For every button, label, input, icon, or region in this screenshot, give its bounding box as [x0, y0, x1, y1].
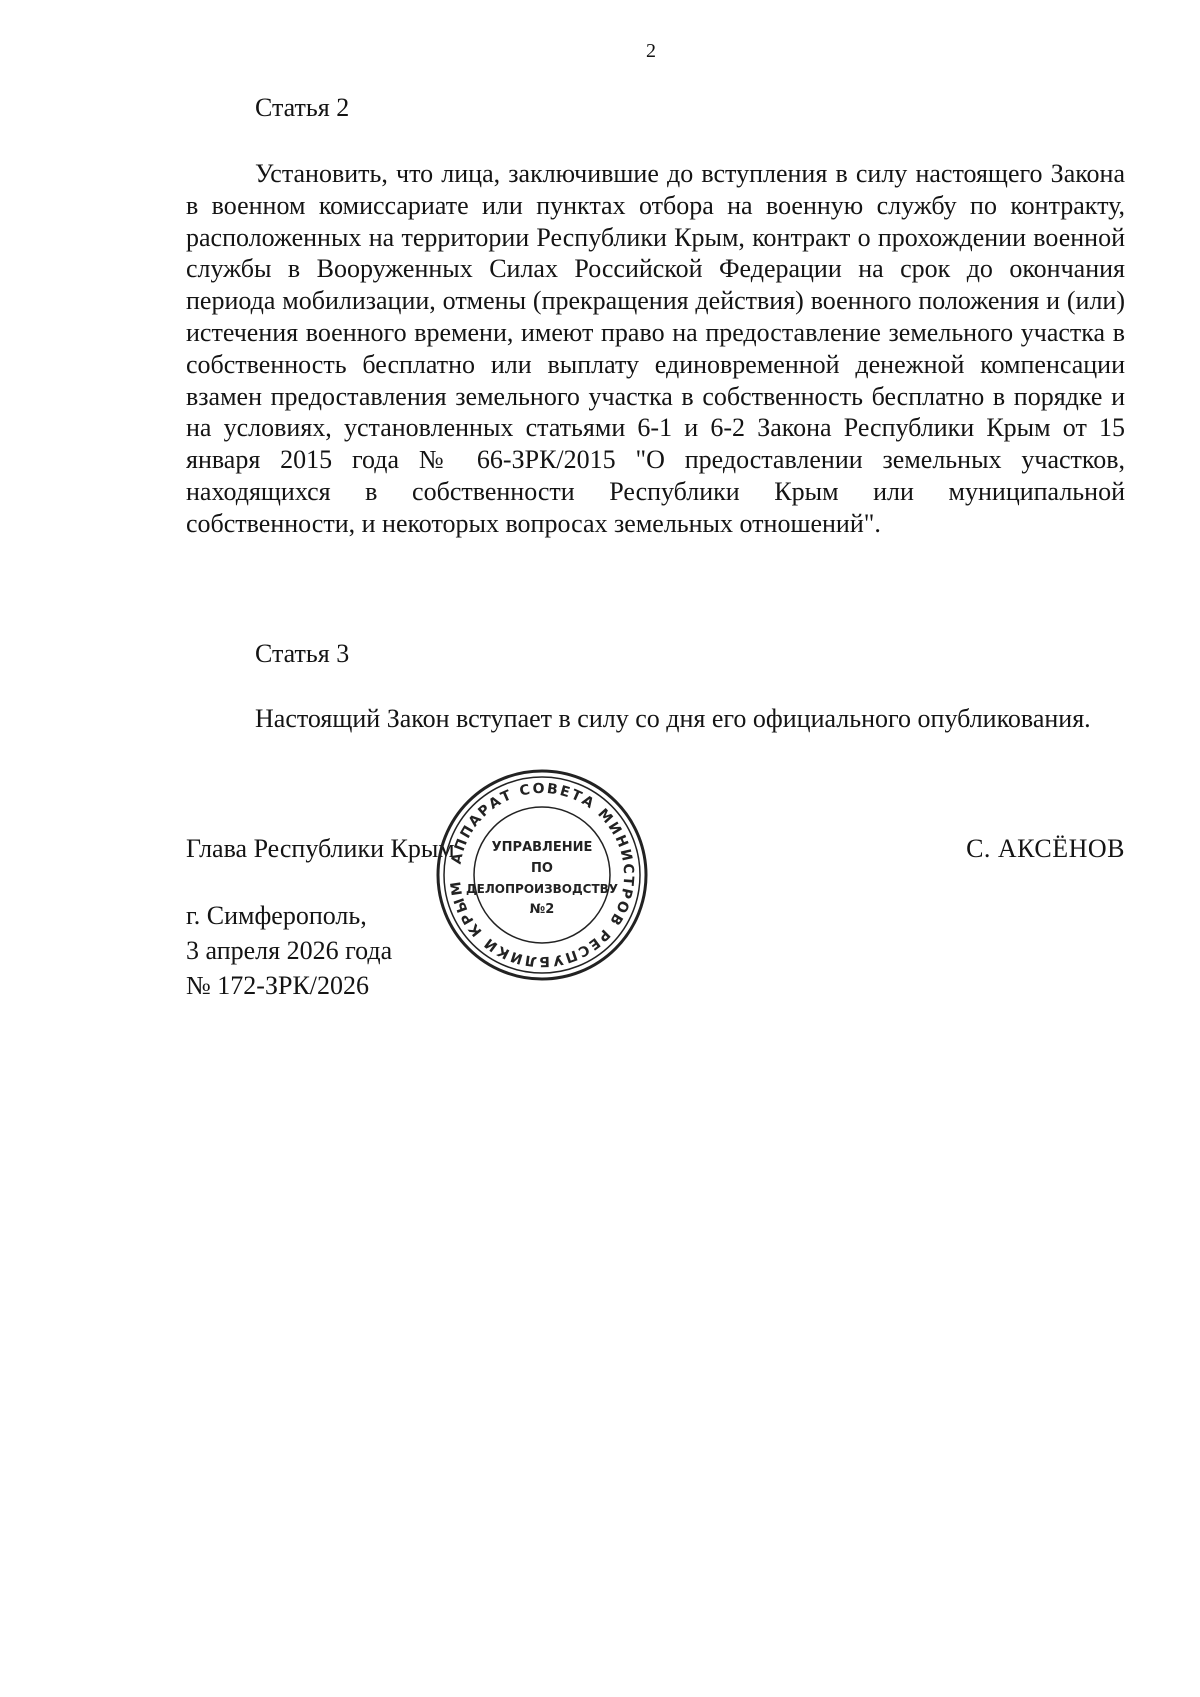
stamp-line-4: №2 — [529, 902, 555, 917]
stamp-seal-graphic — [432, 765, 652, 985]
stamp-ring-text: АППАРАТ СОВЕТА МИНИСТРОВ РЕСПУБЛИКИ КРЫМ — [447, 780, 637, 970]
place-of-signing: г. Симферополь, — [186, 901, 367, 930]
official-stamp — [432, 765, 652, 985]
article-3-text: Настоящий Закон вступает в силу со дня его официального опубликования. — [255, 704, 1091, 733]
page-number: 2 — [646, 40, 656, 62]
stamp-line-2: ПО — [531, 861, 553, 876]
law-number: № 172-ЗРК/2026 — [186, 971, 370, 1000]
signing-date: 3 апреля 2026 года — [186, 936, 393, 965]
article-2-text: Установить, что лица, заключившие до вступления в силу настоящего Закона в военном комиссариате или пунктах отбора на военную службу по контракту, расположенных на территории Республики Крым, контракт о прохождении военной службы в Вооруженных Силах Российской Федерации на срок до окончания периода мобилизации, отмены (прекращения действия) военного положения и (или) истечения военного времени, имеют право на предоставление земельного участка в собственность бесплатно или выплату единовременной денежной компенсации взамен предоставления земельного участка в собственность бесплатно в порядке и на условиях, установленных статьями 6-1 и 6-2 Закона Республики Крым от 15 января 2015 года № 66-ЗРК/2015 "О предоставлении земельных участков, находящихся в собственности Республики Крым или муниципальной собственности, и некоторых вопросах земельных отношений". — [186, 159, 1125, 538]
signatory-title: Глава Республики Крым — [186, 834, 455, 863]
article-2-heading: Статья 2 — [255, 93, 350, 122]
signatory-name: С. АКСЁНОВ — [966, 834, 1125, 863]
article-3-heading: Статья 3 — [255, 639, 350, 668]
stamp-line-3: ДЕЛОПРОИЗВОДСТВУ — [465, 882, 619, 896]
stamp-line-1: УПРАВЛЕНИЕ — [491, 840, 593, 855]
